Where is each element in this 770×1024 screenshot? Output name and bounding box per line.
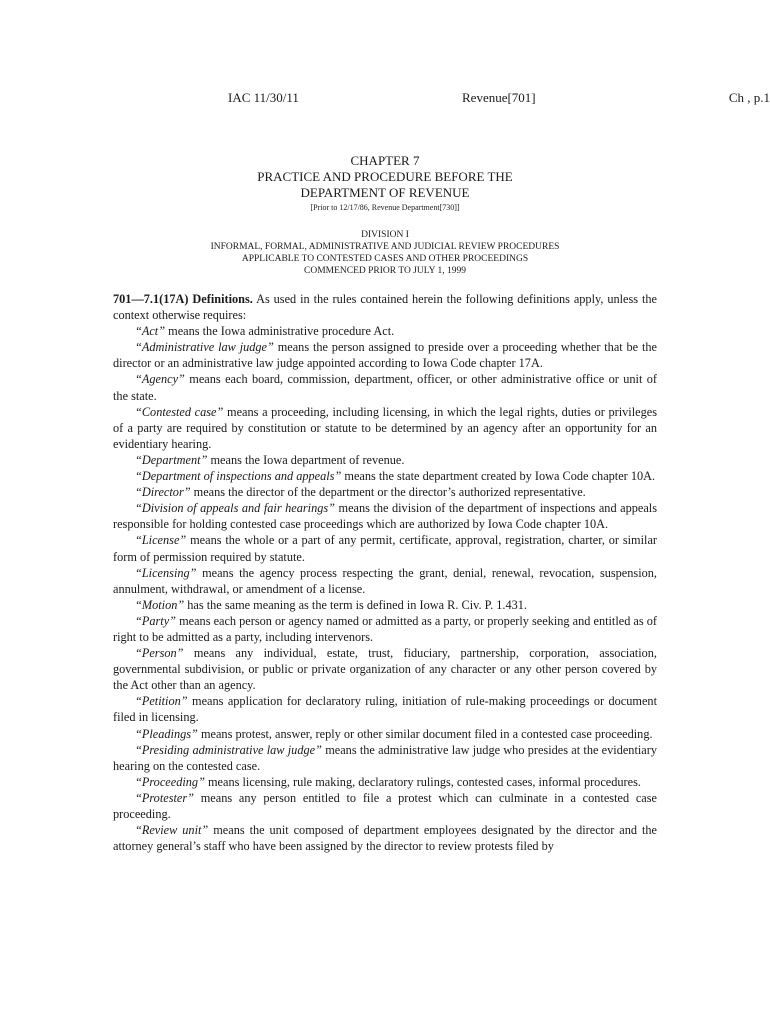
- rule-intro-paragraph: [113, 291, 657, 323]
- definitions-list: [113, 323, 657, 854]
- definition-text: means the person assigned to preside over a proceeding whether that be the director or an administrative law judge appointed according to Iowa Code chapter 17A.: [113, 340, 658, 371]
- definition-paragraph: [113, 822, 657, 854]
- definition-paragraph: [113, 597, 657, 613]
- definition-term: “Pleadings”: [135, 726, 198, 741]
- definition-paragraph: [113, 323, 657, 339]
- definition-term: “Party”: [135, 613, 176, 628]
- definition-text: means application for declaratory ruling, initiation of rule-making proceedings or document filed in licensing.: [113, 694, 657, 725]
- definition-term: “Department”: [135, 452, 208, 467]
- definition-text: means licensing, rule making, declaratory rulings, contested cases, informal procedures.: [204, 774, 641, 789]
- definition-term: “Review unit”: [135, 823, 209, 838]
- rule-body: [113, 291, 657, 854]
- definition-paragraph: [113, 404, 657, 452]
- definition-paragraph: [113, 693, 657, 725]
- header-agency: Revenue[701]: [462, 90, 536, 105]
- definition-text: means the unit composed of department employees designated by the director and the attorney general’s staff who have been assigned by the director to review protests filed by: [113, 823, 658, 854]
- definition-text: means a proceeding, including licensing, in which the legal rights, duties or privileges of a party are required by constitution or statute to be determined by an agency after an opportunity for an evidentiary hearing.: [113, 404, 657, 451]
- division-title-line-1: INFORMAL, FORMAL, ADMINISTRATIVE AND JUDICIAL REVIEW PROCEDURES: [210, 242, 560, 252]
- definition-paragraph: [113, 613, 657, 645]
- definition-text: means the whole or a part of any permit, certificate, approval, registration, charter, or similar form of permission required by statute.: [113, 533, 657, 564]
- header-page-number: Ch , p.1: [728, 90, 770, 105]
- definition-text: means the agency process respecting the grant, denial, renewal, revocation, suspension, annulment, withdrawal, or amendment of a license.: [113, 565, 657, 596]
- definition-term: “Contested case”: [135, 404, 224, 419]
- rule-intro-text: As used in the rules contained herein the following definitions apply, unless the context otherwise requires:: [113, 292, 657, 323]
- definition-term: “Protester”: [135, 790, 194, 805]
- definition-term: “Act”: [135, 324, 166, 339]
- definition-term: “Motion”: [135, 597, 185, 612]
- definition-text: means the division of the department of inspections and appeals responsible for holding contested case proceedings which are authorized by Iowa Code chapter 10A.: [113, 501, 657, 532]
- definition-text: means protest, answer, reply or other similar document filed in a contested case proceeding.: [197, 726, 653, 741]
- chapter-number: CHAPTER 7: [350, 153, 420, 168]
- chapter-title-line-2: DEPARTMENT OF REVENUE: [300, 185, 470, 200]
- definition-paragraph: [113, 645, 657, 693]
- definition-term: “Presiding administrative law judge”: [135, 742, 322, 757]
- definition-term: “Person”: [135, 646, 184, 661]
- definition-paragraph: [113, 726, 657, 742]
- definition-paragraph: [113, 484, 657, 500]
- definition-text: means each person or agency named or admitted as a party, or properly seeking and entitled as of right to be admitted as a party, including intervenors.: [113, 613, 657, 644]
- chapter-prior-note: [Prior to 12/17/86, Revenue Department[730]]: [310, 203, 460, 212]
- definition-term: “Department of inspections and appeals”: [135, 469, 342, 484]
- definition-term: “Licensing”: [135, 565, 197, 580]
- definition-paragraph: [113, 339, 657, 371]
- definition-paragraph: [113, 790, 657, 822]
- definition-text: means the director of the department or the director’s authorized representative.: [190, 485, 586, 500]
- division-heading: [113, 229, 657, 277]
- division-label: DIVISION I: [361, 230, 409, 240]
- definition-text: means the Iowa administrative procedure Act.: [165, 324, 395, 339]
- division-title-line-2: APPLICABLE TO CONTESTED CASES AND OTHER PROCEEDINGS: [241, 254, 529, 264]
- rule-number: 701—7.1(17A) Definitions.: [113, 292, 253, 306]
- definition-term: “Agency”: [135, 372, 185, 387]
- definition-paragraph: [113, 742, 657, 774]
- definition-term: “Division of appeals and fair hearings”: [135, 501, 335, 516]
- definition-text: means any person entitled to file a protest which can culminate in a contested case proceeding.: [113, 790, 657, 821]
- definition-paragraph: [113, 468, 657, 484]
- definition-paragraph: [113, 500, 657, 532]
- definition-text: means the administrative law judge who presides at the evidentiary hearing on the contested case.: [113, 742, 657, 773]
- definition-paragraph: [113, 371, 657, 403]
- definition-paragraph: [113, 532, 657, 564]
- definition-paragraph: [113, 452, 657, 468]
- definition-term: “Proceeding”: [135, 774, 205, 789]
- definition-text: means each board, commission, department, officer, or other administrative office or unit of the state.: [113, 372, 657, 403]
- definition-term: “Administrative law judge”: [135, 340, 274, 355]
- definition-text: means the state department created by Iowa Code chapter 10A.: [341, 469, 656, 484]
- definition-paragraph: [113, 565, 657, 597]
- division-title-line-3: COMMENCED PRIOR TO JULY 1, 1999: [304, 266, 466, 276]
- definition-text: means the Iowa department of revenue.: [207, 452, 405, 467]
- definition-text: has the same meaning as the term is defined in Iowa R. Civ. P. 1.431.: [184, 597, 527, 612]
- header-code-date: IAC 11/30/11: [228, 90, 299, 105]
- definition-term: “Director”: [135, 485, 191, 500]
- definition-term: “License”: [135, 533, 187, 548]
- definition-term: “Petition”: [135, 694, 188, 709]
- definition-text: means any individual, estate, trust, fiduciary, partnership, corporation, association, governmental subdivision, or public or private organization of any character or any other person covered by the Act other than an agency.: [113, 646, 657, 693]
- chapter-title-line-1: PRACTICE AND PROCEDURE BEFORE THE: [257, 169, 513, 184]
- chapter-heading: [113, 153, 657, 277]
- definition-paragraph: [113, 774, 657, 790]
